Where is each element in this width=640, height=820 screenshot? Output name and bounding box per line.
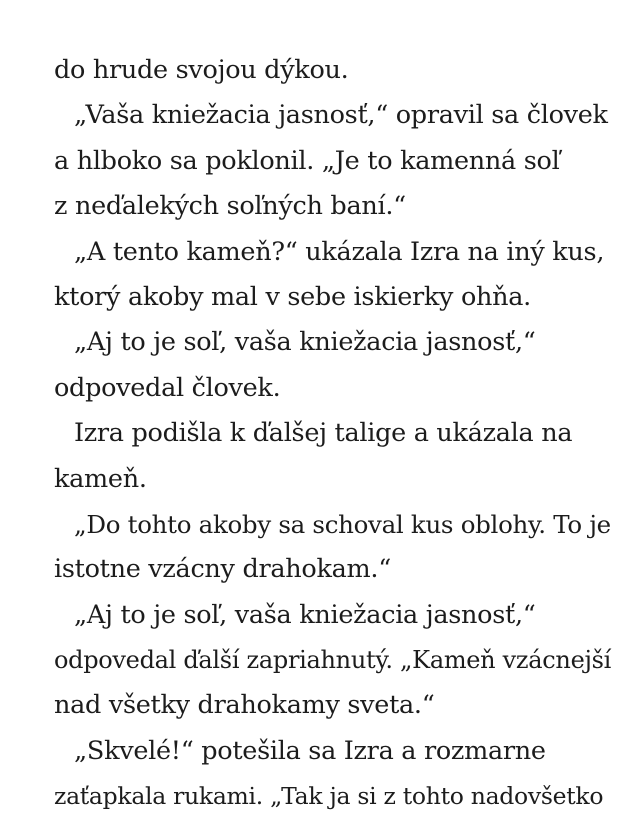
text-line-7: „Aj to je soľ, vaša kniežacia jasnosť,“ <box>74 327 536 358</box>
story-text <box>54 48 614 820</box>
text-line-11: „Do tohto akoby sa schoval kus oblohy. To je <box>74 509 611 539</box>
text-line-9: Izra podišla k ďalšej talige a ukázala na <box>74 418 573 449</box>
text-line-2: „Vaša kniežacia jasnosť,“ opravil sa človek <box>74 100 608 131</box>
text-line-17: zaťapkala rukami. „Tak ja si z tohto nadovšetko <box>54 782 604 811</box>
text-line-8: odpovedal človek. <box>54 372 281 403</box>
text-line-10: kameň. <box>54 463 147 494</box>
text-line-15: nad všetky drahokamy sveta.“ <box>54 690 435 721</box>
text-line-1: do hrude svojou dýkou. <box>54 55 349 85</box>
text-line-16: „Skvelé!“ potešila sa Izra a rozmarne <box>74 735 546 766</box>
text-line-6: ktorý akoby mal v sebe iskierky ohňa. <box>54 281 531 312</box>
text-line-4: z neďalekých soľných baní.“ <box>54 191 406 222</box>
text-line-12: istotne vzácny drahokam.“ <box>54 554 391 585</box>
text-line-3: a hlboko sa poklonil. „Je to kamenná soľ <box>54 145 560 176</box>
text-line-5: „A tento kameň?“ ukázala Izra na iný kus, <box>74 236 605 267</box>
text-line-14: odpovedal ďalší zapriahnutý. „Kameň vzácnejší <box>54 646 612 675</box>
text-line-13: „Aj to je soľ, vaša kniežacia jasnosť,“ <box>74 599 536 630</box>
